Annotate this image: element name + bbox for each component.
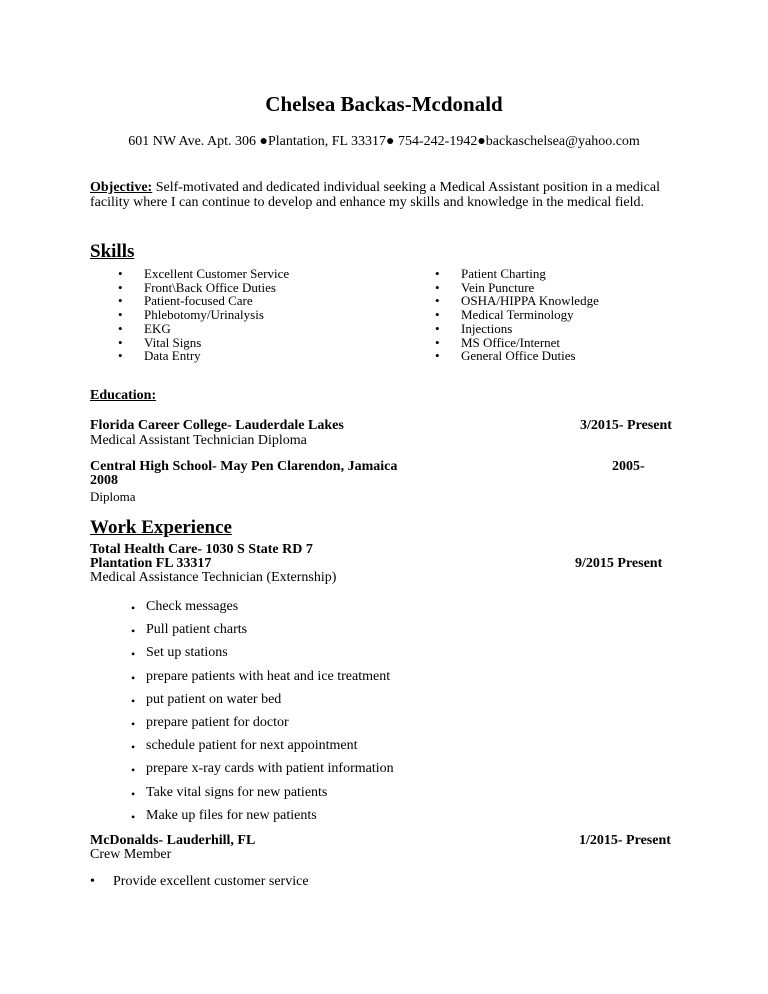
skills-list-right [435, 267, 599, 363]
education-heading: Education: [90, 388, 157, 403]
skill-item: • OSHA/HIPPA Knowledge [435, 293, 599, 309]
job-duties-list [131, 595, 394, 827]
skill-item: • General Office Duties [435, 348, 576, 364]
job-title: Crew Member [90, 847, 172, 862]
skill-item: • Injections [435, 320, 513, 336]
bullet-icon: • [131, 809, 136, 824]
job-title: Medical Assistance Technician (Externship) [90, 570, 337, 585]
bullet-icon: • [131, 786, 136, 801]
bullet-icon: • [118, 320, 123, 336]
education-date: 2005- [612, 459, 645, 474]
bullet-icon: • [435, 293, 440, 309]
bullet-icon: • [435, 334, 440, 350]
duty-item: • schedule patient for next appointment [131, 734, 394, 757]
skill-item: • Medical Terminology [435, 307, 574, 323]
bullet-icon: • [435, 348, 440, 364]
skill-item: • Vein Puncture [435, 279, 535, 295]
bullet-icon: • [131, 763, 136, 778]
bullet-icon: • [131, 716, 136, 731]
bullet-icon: • [118, 279, 123, 295]
education-date-continued: 2008 [90, 473, 118, 488]
duty-item: • Pull patient charts [131, 618, 394, 641]
job-employer: Total Health Care- 1030 S State RD 7 [90, 542, 313, 557]
bullet-icon: • [118, 334, 123, 350]
candidate-name: Chelsea Backas-Mcdonald [265, 92, 503, 116]
job-duties-list [90, 874, 309, 890]
skill-item: • Patient-focused Care [118, 293, 253, 309]
skill-item: • MS Office/Internet [435, 334, 561, 350]
job-location: Plantation FL 33317 [90, 556, 212, 571]
bullet-icon: • [435, 279, 440, 295]
education-detail: Medical Assistant Technician Diploma [90, 433, 307, 448]
work-experience-heading: Work Experience [90, 517, 232, 538]
skill-item: • Data Entry [118, 348, 201, 364]
bullet-icon: • [118, 307, 123, 323]
objective-text: Self-motivated and dedicated individual seeking a Medical Assistant position in a medical facility where I can continue to develop and enhance my skills and knowledge in the medical field. [90, 180, 660, 210]
skill-item: • Excellent Customer Service [118, 266, 290, 281]
duty-item: • prepare patient for doctor [131, 711, 394, 734]
objective-paragraph [90, 180, 670, 210]
duty-item: • prepare patients with heat and ice treatment [131, 665, 394, 688]
bullet-icon: • [131, 624, 136, 639]
duty-item: • Make up files for new patients [131, 804, 394, 827]
duty-item: • Set up stations [131, 641, 394, 664]
duty-item: • Check messages [131, 595, 394, 618]
contact-line: 601 NW Ave. Apt. 306 ●Plantation, FL 33317● 754-242-1942●backaschelsea@yahoo.com [128, 134, 640, 149]
bullet-icon: • [435, 307, 440, 323]
skill-item: • Front\Back Office Duties [118, 279, 276, 295]
duty-item: • prepare x-ray cards with patient information [131, 757, 394, 780]
education-detail: Diploma [90, 489, 136, 504]
bullet-icon: • [90, 874, 95, 889]
education-school: Central High School- May Pen Clarendon, Jamaica [90, 459, 398, 474]
education-date: 3/2015- Present [580, 418, 672, 433]
job-date: 9/2015 Present [575, 556, 663, 571]
education-school: Florida Career College- Lauderdale Lakes [90, 418, 344, 433]
bullet-icon: • [118, 293, 123, 309]
skill-item: • Vital Signs [118, 334, 202, 350]
bullet-icon: • [131, 693, 136, 708]
skill-item: • Phlebotomy/Urinalysis [118, 307, 264, 323]
duty-item: • put patient on water bed [131, 688, 394, 711]
skill-item: • Patient Charting [435, 266, 546, 281]
job-date: 1/2015- Present [579, 833, 671, 848]
bullet-icon: • [131, 740, 136, 755]
bullet-icon: • [118, 266, 123, 281]
duty-item: • Take vital signs for new patients [131, 781, 394, 804]
bullet-icon: • [435, 266, 440, 281]
bullet-icon: • [131, 601, 136, 615]
skills-heading: Skills [90, 241, 135, 262]
bullet-icon: • [118, 348, 123, 364]
skill-item: • EKG [118, 320, 171, 336]
skills-list-left [118, 267, 289, 363]
duty-item: • Provide excellent customer service [90, 874, 309, 889]
bullet-icon: • [131, 670, 136, 685]
objective-label: Objective: [90, 180, 153, 195]
job-employer: McDonalds- Lauderhill, FL [90, 833, 256, 848]
bullet-icon: • [435, 320, 440, 336]
bullet-icon: • [131, 647, 136, 662]
